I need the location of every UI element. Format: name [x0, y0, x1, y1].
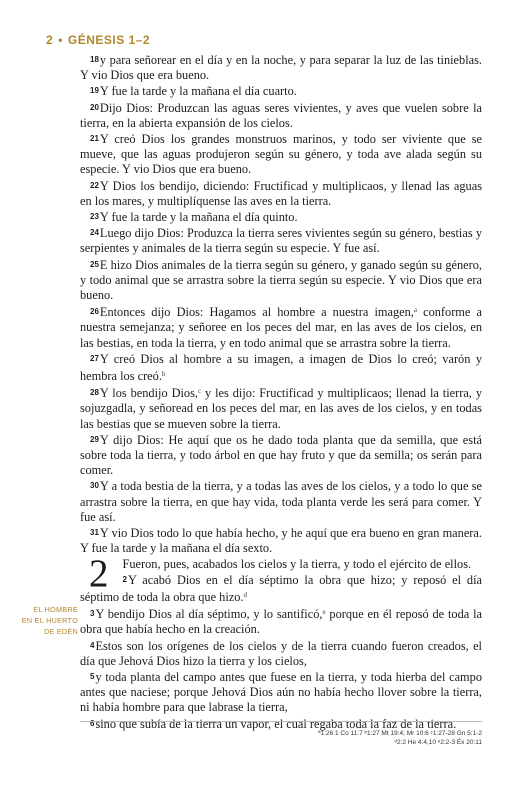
verse	[80, 432, 482, 479]
verse-text: Y a toda bestia de la tierra, y a todas las aves de los cielos, y a todo lo que se arrastra sobre la tierra, en que hay vida, toda planta verde les será para comer. Y fue así.	[80, 479, 482, 524]
verse-text: Fueron, pues, acabados los cielos y la tierra, y todo el ejército de ellos.	[122, 556, 472, 571]
book-chapter-title: GÉNESIS 1–2	[67, 33, 151, 47]
verse	[80, 225, 482, 256]
header-bullet: •	[58, 33, 63, 47]
cross-reference-marker[interactable]: b	[161, 370, 166, 379]
verse-number: 18	[90, 55, 99, 64]
cross-reference-marker[interactable]: d	[243, 590, 248, 599]
verse	[80, 384, 482, 432]
verse	[80, 572, 482, 605]
cross-reference-marker[interactable]: c	[197, 387, 202, 396]
verse-text: Entonces dijo Dios: Hagamos al hombre a nuestra imagen,	[99, 305, 414, 320]
verse	[80, 669, 482, 716]
verse-text: Y fue la tarde y la mañana el día quinto.	[99, 210, 298, 225]
verse-number: 4	[90, 640, 95, 650]
verse-text: Y dijo Dios: He aquí que os he dado toda planta que da semilla, que está sobre toda la tierra, y todo árbol en que hay fruto y que da semilla; os serán para comer.	[80, 432, 482, 478]
verse	[80, 525, 482, 556]
running-header	[46, 33, 150, 47]
page-number: 2	[46, 33, 54, 47]
verse-text: Estos son los orígenes de los cielos y de la tierra cuando fueron creados, el día que Jehová Dios hizo la tierra y los cielos,	[80, 638, 482, 668]
section-heading-line: EL HOMBRE	[33, 605, 78, 614]
verse-text: porque en él reposó de toda la obra que había hecho en la creación.	[80, 607, 482, 637]
verse-number: 27	[90, 353, 99, 363]
verse	[80, 52, 482, 83]
verse	[80, 257, 482, 304]
section-heading-line: DE EDÉN	[43, 627, 78, 636]
verse-text: Y creó Dios los grandes monstruos marinos, y todo ser viviente que se mueve, que las aguas produjeron según su género, y toda ave alada según su especie. Y vio Dios que era bueno.	[80, 132, 482, 177]
verse-text: Y vio Dios todo lo que había hecho, y he aquí que era bueno en gran manera. Y fue la tarde y la mañana el día sexto.	[80, 526, 482, 556]
verse-text: conforme a nuestra semejanza; y señoree en los peces del mar, en las aves de los cielos, en las bestias, en toda la tierra, y en todo animal que se arrastra sobre la tierra.	[80, 305, 482, 350]
section-heading-line: EN EL HUERTO	[21, 616, 78, 625]
scripture-text	[80, 52, 482, 732]
verse-text: Y creó Dios al hombre a su imagen, a imagen de Dios lo creó; varón y hembra los creó.	[80, 351, 482, 384]
verse-number: 19	[90, 86, 99, 96]
notes-line: ª1:26 1 Co 11:7 ᵇ1:27 Mt 19:4; Mr 10:6 ᶜ1:27-28 Gn 5:1-2	[318, 730, 482, 737]
verse-number: 23	[90, 212, 99, 222]
verse-text: Y fue la tarde y la mañana el día cuarto.	[99, 84, 297, 99]
verse-number: 3	[90, 609, 95, 619]
verse-number: 25	[90, 259, 99, 269]
verse	[80, 478, 482, 525]
verse-text: y toda planta del campo antes que fuese en la tierra, y toda hierba del campo antes que naciese; porque Jehová Dios aún no había hecho llover sobre la tierra, ni había hombre para que labrase la tierra,	[80, 669, 482, 715]
verse	[80, 131, 482, 178]
verse-number: 21	[90, 134, 99, 144]
verse-number: 28	[90, 388, 99, 398]
verse-number: 24	[90, 228, 99, 238]
verse-number: 6	[90, 718, 95, 728]
verse-text: E hizo Dios animales de la tierra según su género, y ganado según su género, y todo animal que se arrastra sobre la tierra según su especie. Y vio Dios que era bueno.	[80, 257, 482, 303]
verse	[80, 100, 482, 131]
verse-text: sino que subía de la tierra un vapor, el cual regaba toda la faz de la tierra.	[95, 716, 457, 731]
verse	[80, 83, 482, 99]
verse-number: 29	[90, 434, 99, 444]
notes-line: ᵈ2:2 He 4:4,10 ᵉ2:2-3 Éx 20:11	[394, 739, 482, 746]
verse-text: Y los bendijo Dios,	[99, 386, 198, 401]
verse-text: y les dijo: Fructificad y multiplicaos; llenad la tierra, y sojuzgadla, y señoread en los peces del mar, en las aves de los cielos, y en todas las bestias que se mueven sobre la tierra.	[80, 386, 482, 431]
cross-reference-notes	[232, 729, 482, 747]
cross-reference-marker[interactable]: e	[322, 608, 326, 617]
verse	[80, 351, 482, 384]
verse	[80, 303, 482, 351]
verse-text: Luego dijo Dios: Produzca la tierra seres vivientes según su género, bestias y serpientes y animales de la tierra según su especie. Y fue así.	[80, 226, 482, 256]
verse-number: 2	[122, 574, 127, 584]
cross-reference-marker[interactable]: a	[413, 306, 417, 315]
verse	[80, 605, 482, 637]
verse-number: 5	[90, 671, 95, 681]
section-heading	[0, 604, 78, 637]
verse-text: Y bendijo Dios al día séptimo, y lo santificó,	[95, 607, 323, 622]
verse-text: y para señorear en el día y en la noche, y para separar la luz de las tinieblas. Y vio Dios que era bueno.	[80, 53, 482, 83]
footnote-divider	[80, 721, 482, 722]
verse-number: 20	[90, 102, 99, 112]
verse-text: Y acabó Dios en el día séptimo la obra que hizo; y reposó el día séptimo de toda la obra que hizo.	[80, 572, 482, 604]
verse	[80, 178, 482, 209]
verse	[80, 638, 482, 669]
verse-text: Dijo Dios: Produzcan las aguas seres vivientes, y aves que vuelen sobre la tierra, en la abierta expansión de los cielos.	[80, 100, 482, 130]
chapter-number: 2	[89, 551, 109, 595]
verse-text: Y Dios los bendijo, diciendo: Fructificad y multiplicaos, y llenad las aguas en los mares, y multiplíquense las aves en la tierra.	[80, 178, 482, 208]
verse	[80, 209, 482, 225]
verse-number: 30	[90, 481, 99, 491]
verse-number: 31	[90, 528, 99, 538]
verse-number: 22	[90, 180, 99, 190]
verse-number: 26	[90, 307, 99, 317]
